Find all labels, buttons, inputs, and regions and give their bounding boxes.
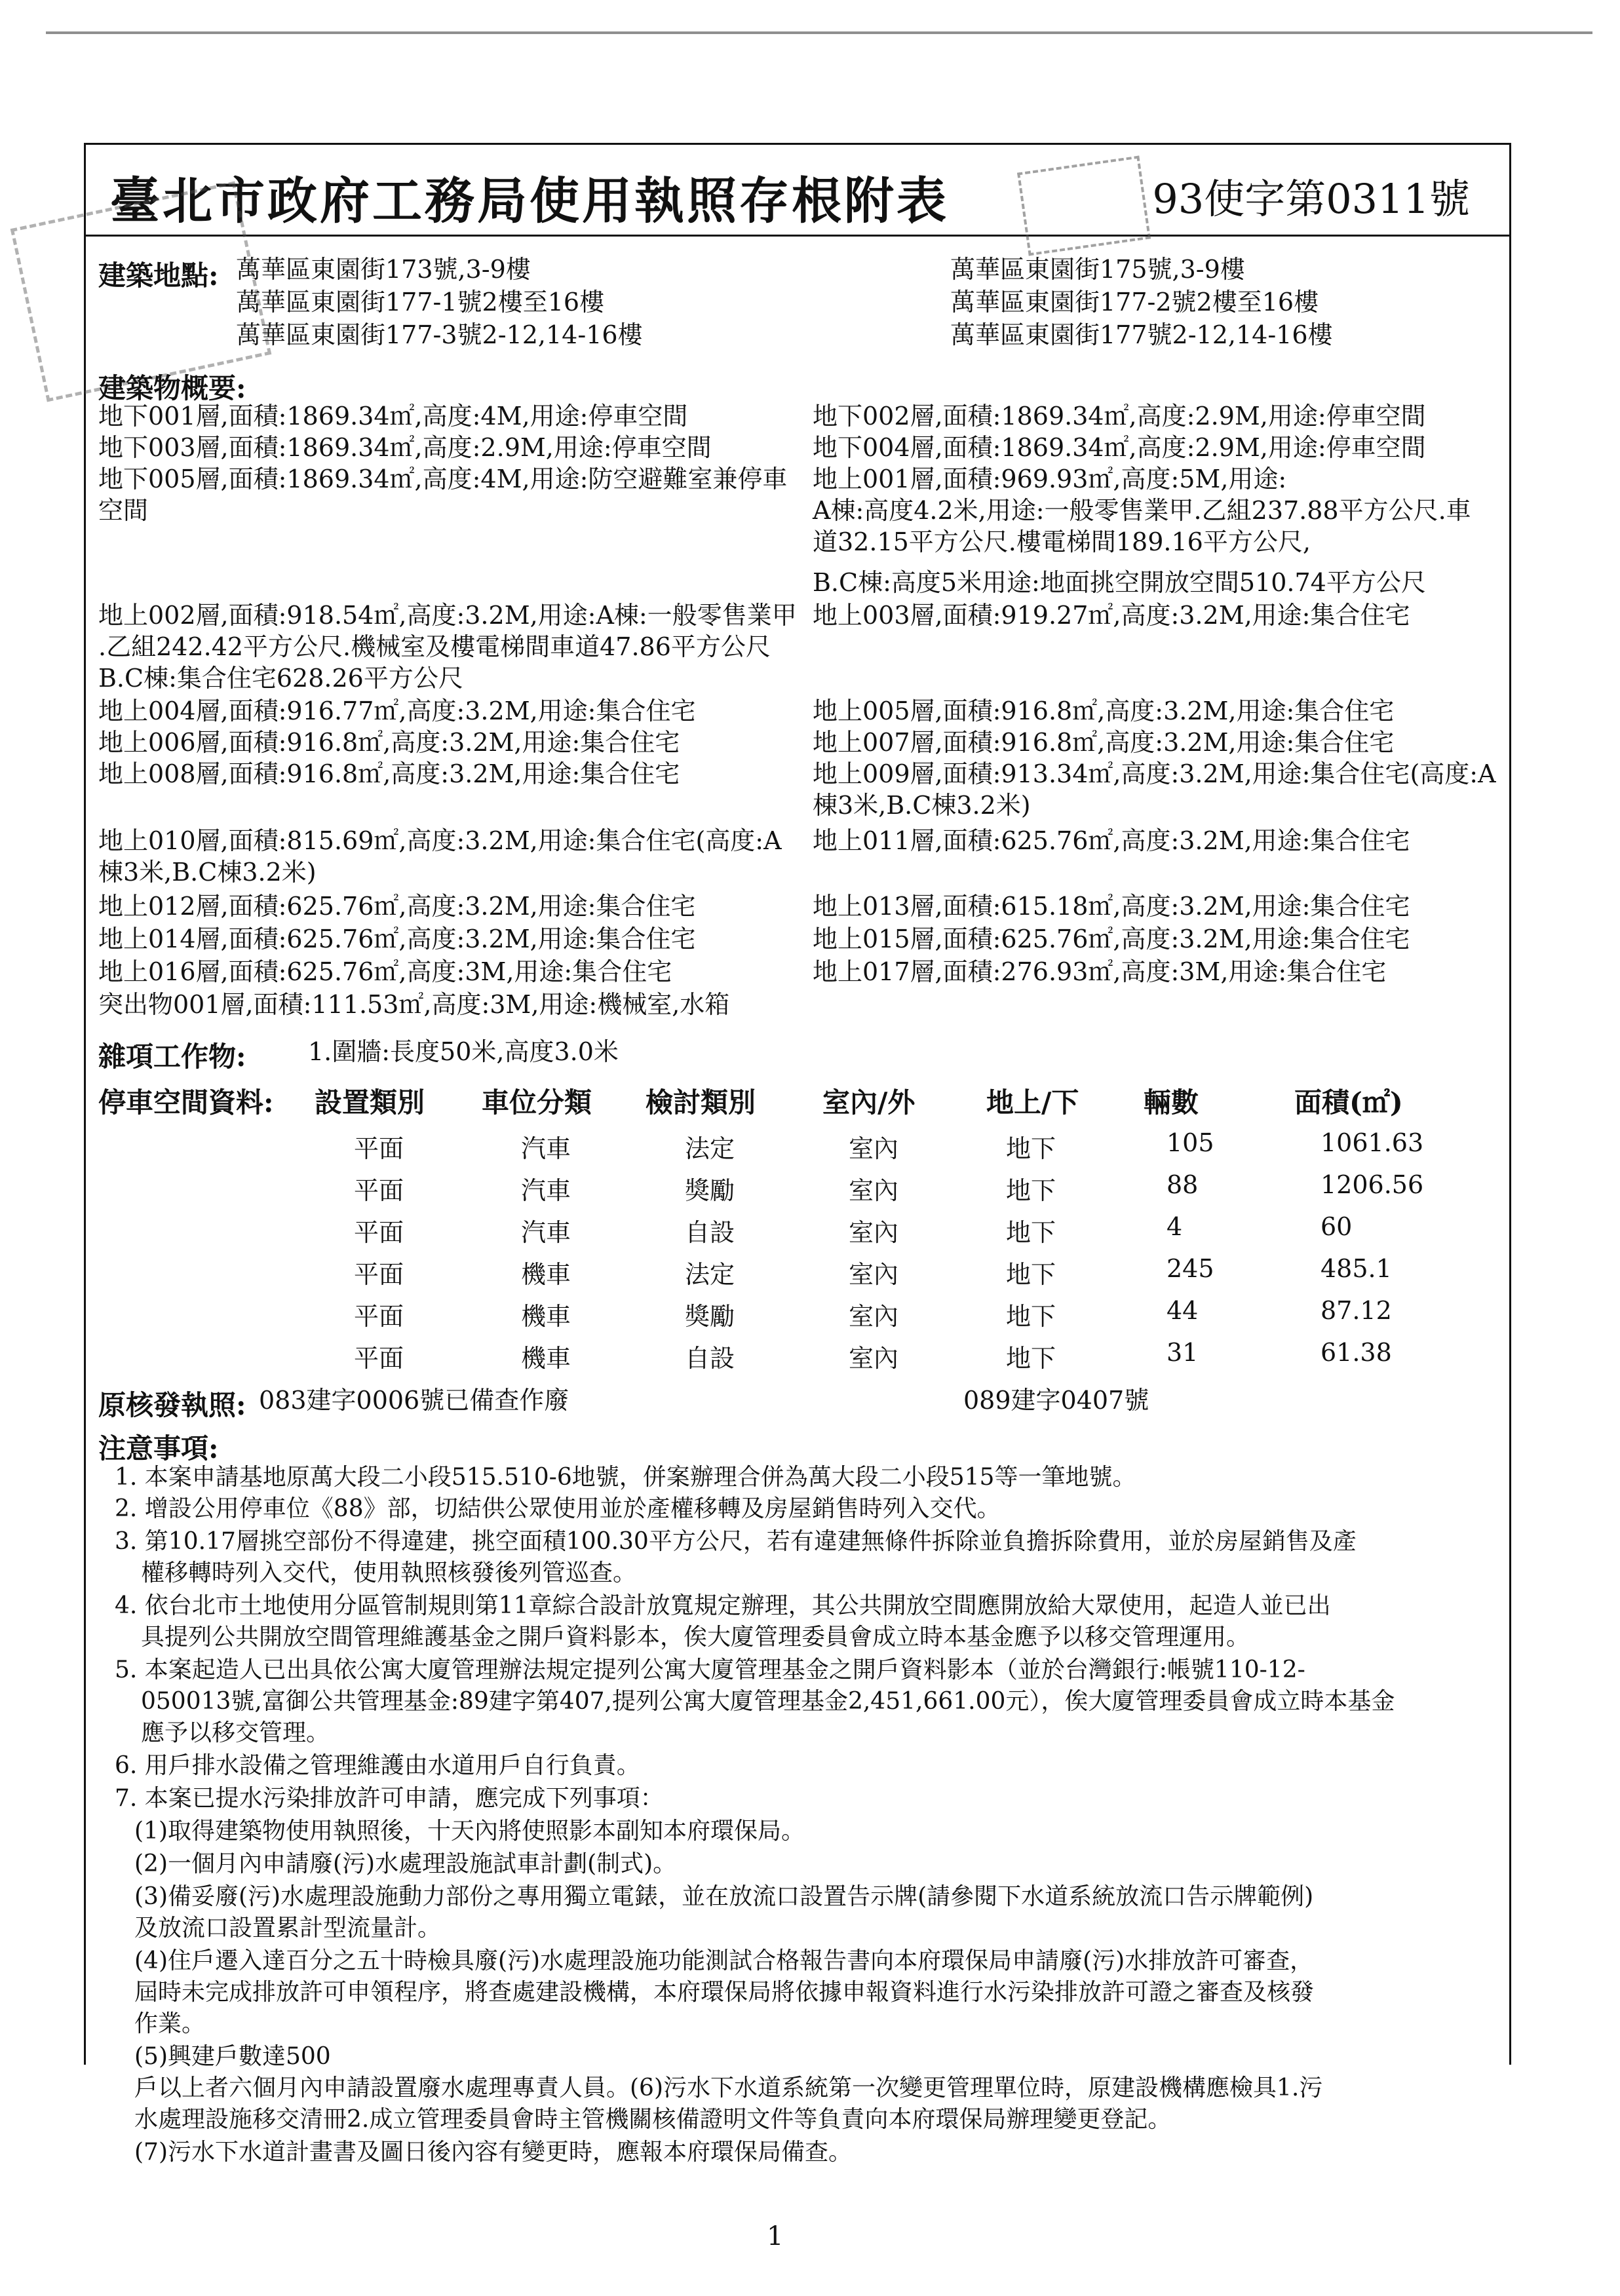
parking-cell: 地下 [1006,1302,1056,1331]
parking-cell: 法定 [685,1134,735,1163]
parking-cell: 地下 [1006,1218,1056,1247]
note-line: (2)一個月內申請廢(污)水處理設施試車計劃(制式)。 [134,1850,677,1877]
original-permit-label: 原核發執照: [98,1389,246,1421]
parking-cell: 平面 [354,1302,404,1331]
parking-cell: 60 [1321,1212,1353,1241]
note-line: 水處理設施移交清冊2.成立管理委員會時主管機關核備證明文件等負責向本府環保局辦理變更登記。 [134,2106,1172,2133]
original-permit-right: 089建字0407號 [963,1386,1149,1415]
note-line: 權移轉時列入交代，使用執照核發後列管巡查。 [141,1559,637,1586]
parking-cell: 法定 [685,1260,735,1289]
overview-left-line: 空間 [98,496,149,525]
parking-cell: 平面 [354,1134,404,1163]
parking-cell: 地下 [1006,1134,1056,1163]
misc-label: 雜項工作物: [98,1041,246,1073]
parking-cell: 室內 [849,1176,899,1205]
scan-top-line [46,31,1592,34]
note-line: 3. 第10.17層挑空部份不得違建，挑空面積100.30平方公尺，若有違建無條件拆除並負擔拆除費用，並於房屋銷售及產 [115,1528,1357,1555]
misc-value: 1.圍牆:長度50米,高度3.0米 [308,1037,619,1066]
overview-right-line: 地上017層,面積:276.93㎡,高度:3M,用途:集合住宅 [813,957,1387,986]
overview-right-line: 地上011層,面積:625.76㎡,高度:3.2M,用途:集合住宅 [813,826,1410,855]
note-line: 5. 本案起造人已出具依公寓大廈管理辦法規定提列公寓大廈管理基金之開戶資料影本（並於台灣銀行:帳號110-12- [115,1656,1305,1683]
overview-right-line: B.C棟:高度5米用途:地面挑空開放空間510.74平方公尺 [813,568,1426,597]
parking-cell: 1206.56 [1321,1170,1424,1199]
note-line: 7. 本案已提水污染排放許可申請，應完成下列事項： [115,1785,664,1812]
overview-left-line: 地上004層,面積:916.77㎡,高度:3.2M,用途:集合住宅 [98,697,696,725]
note-line: 具提列公共開放空間管理維護基金之開戶資料影本，俟大廈管理委員會成立時本基金應予以移交管理運用。 [141,1624,1250,1651]
parking-cell: 室內 [849,1344,899,1373]
location-right-1: 萬華區東園街175號,3-9樓 [950,255,1245,284]
parking-header: 地上/下 [986,1086,1079,1119]
parking-cell: 地下 [1006,1176,1056,1205]
note-line: 1. 本案申請基地原萬大段二小段515.510-6地號，併案辦理合併為萬大段二小段515等一筆地號。 [115,1464,1136,1491]
note-line: 戶以上者六個月內申請設置廢水處理專責人員。(6)污水下水道系統第一次變更管理單位時，原建設機構應檢具1.污 [134,2075,1323,2101]
overview-right-line: 地下004層,面積:1869.34㎡,高度:2.9M,用途:停車空間 [813,433,1426,462]
parking-cell: 平面 [354,1176,404,1205]
overview-right-line: 地上005層,面積:916.8㎡,高度:3.2M,用途:集合住宅 [813,697,1395,725]
overview-left-line: .乙組242.42平方公尺.機械室及樓電梯間車道47.86平方公尺 [98,632,771,661]
overview-left-line: 地下005層,面積:1869.34㎡,高度:4M,用途:防空避難室兼停車 [98,465,788,493]
overview-right-line: 地上001層,面積:969.93㎡,高度:5M,用途: [813,465,1287,493]
note-line: 屆時未完成排放許可申領程序，將查處建設機構，本府環保局將依據申報資料進行水污染排放許可證之審查及核發 [134,1979,1315,2006]
note-line: 作業。 [134,2010,206,2037]
parking-cell: 88 [1167,1170,1199,1199]
parking-cell: 獎勵 [685,1176,735,1205]
parking-cell: 汽車 [521,1176,571,1205]
parking-cell: 汽車 [521,1134,571,1163]
parking-cell: 31 [1167,1338,1199,1367]
overview-left-line: 地下003層,面積:1869.34㎡,高度:2.9M,用途:停車空間 [98,433,712,462]
parking-cell: 平面 [354,1344,404,1373]
overview-left-line: 地上008層,面積:916.8㎡,高度:3.2M,用途:集合住宅 [98,759,680,788]
location-label: 建築地點: [98,259,219,292]
parking-cell: 地下 [1006,1344,1056,1373]
parking-cell: 4 [1167,1212,1183,1241]
parking-cell: 室內 [849,1218,899,1247]
page-title: 臺北市政府工務局使用執照存根附表 [110,172,949,230]
location-left-2: 萬華區東園街177-1號2樓至16樓 [236,288,605,316]
parking-header: 輛數 [1144,1086,1199,1119]
note-line: (5)興建戶數達500 [134,2043,331,2070]
note-line: 6. 用戶排水設備之管理維護由水道用戶自行負責。 [115,1752,640,1779]
note-line: 2. 增設公用停車位《88》部，切結供公眾使用並於產權移轉及房屋銷售時列入交代。 [115,1495,1001,1522]
overview-right-line: 道32.15平方公尺.樓電梯間189.16平方公尺, [813,527,1311,556]
parking-cell: 室內 [849,1134,899,1163]
parking-cell: 機車 [521,1344,571,1373]
note-line: (3)備妥廢(污)水處理設施動力部份之專用獨立電錶，並在放流口設置告示牌(請參閱下水道系統放流口告示牌範例) [134,1883,1314,1910]
parking-header: 檢討類別 [646,1086,756,1119]
stamp-mark [1017,156,1151,256]
parking-label: 停車空間資料: [98,1086,274,1119]
parking-cell: 獎勵 [685,1302,735,1331]
overview-right-line: 地上009層,面積:913.34㎡,高度:3.2M,用途:集合住宅(高度:A [813,759,1496,788]
parking-cell: 自設 [685,1218,735,1247]
parking-header: 車位分類 [482,1086,592,1119]
parking-cell: 87.12 [1321,1296,1392,1325]
overview-left-line: 地上006層,面積:916.8㎡,高度:3.2M,用途:集合住宅 [98,728,680,757]
note-line: 4. 依台北市土地使用分區管制規則第11章綜合設計放寬規定辦理，其公共開放空間應開放給大眾使用，起造人並已出 [115,1592,1331,1619]
parking-header: 面積(㎡) [1294,1086,1403,1119]
parking-cell: 44 [1167,1296,1199,1325]
parking-header: 室內/外 [822,1086,916,1119]
overview-left-line: 突出物001層,面積:111.53㎡,高度:3M,用途:機械室,水箱 [98,990,730,1019]
overview-right-line: A棟:高度4.2米,用途:一般零售業甲.乙組237.88平方公尺.車 [813,496,1471,525]
location-left-1: 萬華區東園街173號,3-9樓 [236,255,531,284]
notes-label: 注意事項: [98,1432,219,1464]
note-line: 應予以移交管理。 [141,1719,330,1746]
parking-cell: 平面 [354,1218,404,1247]
overview-right-line: 棟3米,B.C棟3.2米) [813,791,1031,820]
overview-left-line: 地上010層,面積:815.69㎡,高度:3.2M,用途:集合住宅(高度:A [98,826,782,855]
permit-number: 93使字第0311號 [1152,175,1470,223]
location-right-3: 萬華區東園街177號2-12,14-16樓 [950,320,1333,349]
location-right-2: 萬華區東園街177-2號2樓至16樓 [950,288,1319,316]
parking-cell: 245 [1167,1254,1214,1283]
parking-cell: 室內 [849,1260,899,1289]
parking-cell: 室內 [849,1302,899,1331]
parking-cell: 1061.63 [1321,1128,1424,1157]
overview-right-line: 地上007層,面積:916.8㎡,高度:3.2M,用途:集合住宅 [813,728,1395,757]
parking-cell: 汽車 [521,1218,571,1247]
location-left-3: 萬華區東園街177-3號2-12,14-16樓 [236,320,643,349]
overview-left-line: 地上002層,面積:918.54㎡,高度:3.2M,用途:A棟:一般零售業甲 [98,601,797,630]
note-line: (7)污水下水道計畫書及圖日後內容有變更時，應報本府環保局備查。 [134,2139,852,2166]
parking-cell: 地下 [1006,1260,1056,1289]
overview-left-line: 棟3米,B.C棟3.2米) [98,858,317,887]
page-number: 1 [767,2221,784,2251]
parking-cell: 平面 [354,1260,404,1289]
parking-cell: 105 [1167,1128,1214,1157]
overview-left-line: 地上014層,面積:625.76㎡,高度:3.2M,用途:集合住宅 [98,925,696,953]
parking-cell: 機車 [521,1302,571,1331]
overview-label: 建築物概要: [98,372,246,404]
parking-cell: 自設 [685,1344,735,1373]
parking-cell: 機車 [521,1260,571,1289]
overview-left-line: 地上012層,面積:625.76㎡,高度:3.2M,用途:集合住宅 [98,892,696,921]
original-permit-left: 083建字0006號已備查作廢 [259,1386,569,1415]
parking-cell: 485.1 [1321,1254,1392,1283]
parking-cell: 61.38 [1321,1338,1392,1367]
overview-left-line: B.C棟:集合住宅628.26平方公尺 [98,664,463,693]
overview-left-line: 地下001層,面積:1869.34㎡,高度:4M,用途:停車空間 [98,402,688,430]
note-line: 及放流口設置累計型流量計。 [134,1915,442,1942]
parking-header: 設置類別 [315,1086,425,1119]
overview-right-line: 地上015層,面積:625.76㎡,高度:3.2M,用途:集合住宅 [813,925,1410,953]
overview-right-line: 地上013層,面積:615.18㎡,高度:3.2M,用途:集合住宅 [813,892,1410,921]
overview-right-line: 地下002層,面積:1869.34㎡,高度:2.9M,用途:停車空間 [813,402,1426,430]
note-line: 050013號,富御公共管理基金:89建字第407,提列公寓大廈管理基金2,451,661.00元），俟大廈管理委員會成立時本基金 [141,1688,1395,1715]
title-row [84,143,1509,237]
note-line: (1)取得建築物使用執照後，十天內將使照影本副知本府環保局。 [134,1818,805,1845]
note-line: (4)住戶遷入達百分之五十時檢具廢(污)水處理設施功能測試合格報告書向本府環保局申請廢(污)水排放許可審查， [134,1947,1314,1974]
overview-left-line: 地上016層,面積:625.76㎡,高度:3M,用途:集合住宅 [98,957,672,986]
overview-right-line: 地上003層,面積:919.27㎡,高度:3.2M,用途:集合住宅 [813,601,1410,630]
